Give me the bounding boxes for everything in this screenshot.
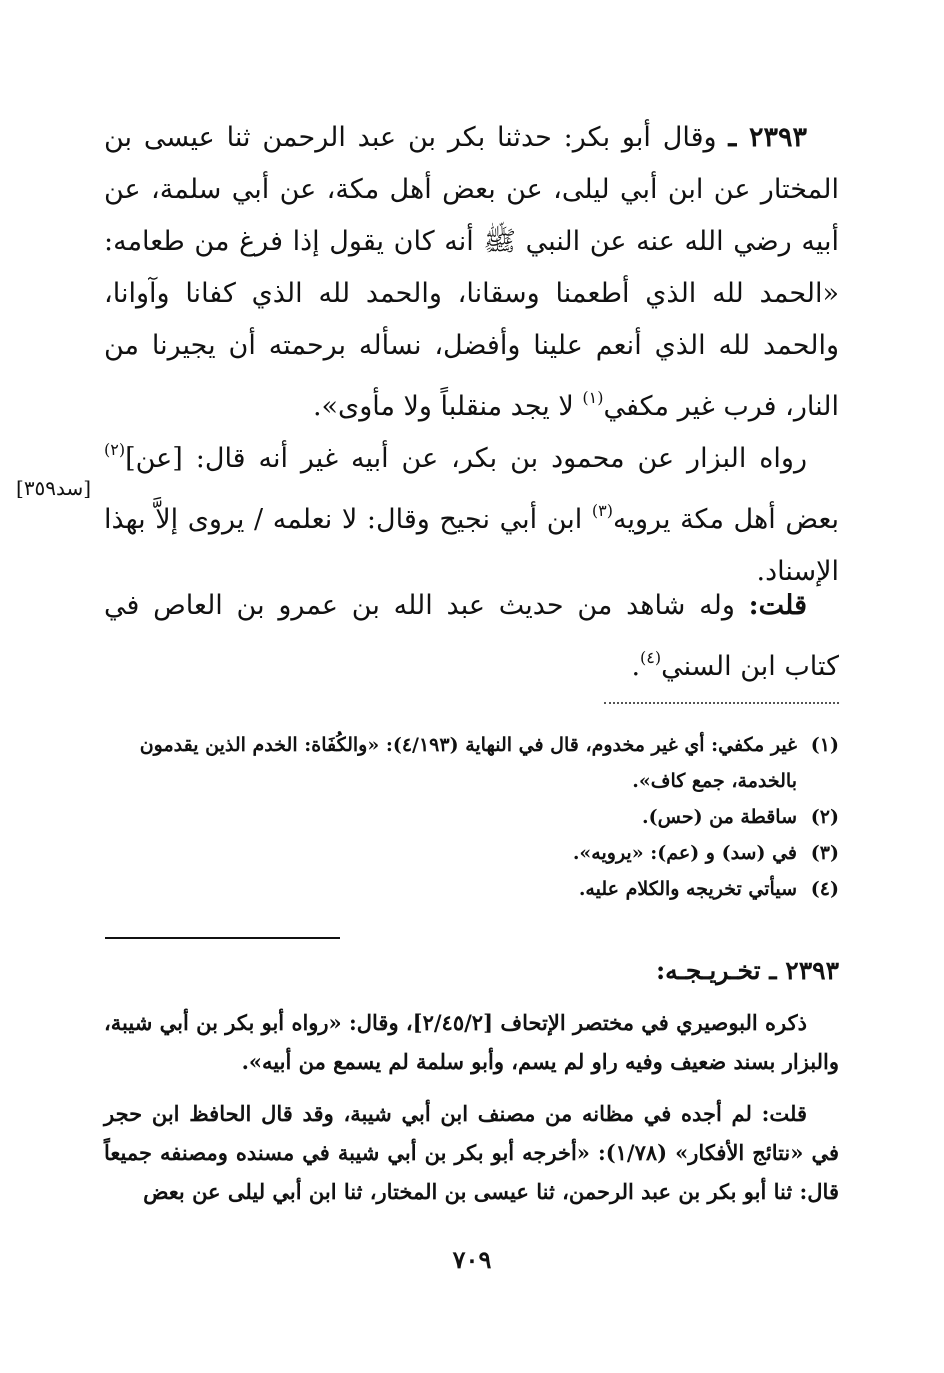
manuscript-margin-reference: [سد٣٥٩] — [16, 476, 92, 500]
footnote-separator — [604, 702, 839, 704]
hadith-text: وقال أبو بكر: حدثنا بكر بن عبد الرحمن ثنا عيسى بن المختار عن ابن أبي ليلى، عن بعض أهل مكة، عن أبي سلمة، عن أبيه رضي الله عنه عن النبي ﷺ أنه كان يقول إذا فرغ من طعامه: «الحمد لله الذي أطعمنا وسقانا، والحمد لله الذي كفانا وآوانا، والحمد لله الذي أنعم علينا وأفضل، نسأله برحمته أن يجيرنا من النار، فرب غير مكفي — [104, 122, 839, 422]
footnote-number: (٣) — [810, 842, 839, 864]
takhrij-heading: ٢٣٩٣ ـ تخـريـجـه: — [655, 956, 839, 985]
footnote-marker-3[interactable]: (٣) — [591, 501, 614, 520]
takhrij-text-2: لم أجده في مظانه من مصنف ابن أبي شيبة، وقد قال الحافظ ابن حجر في «نتائج الأفكار» (١/٧٨): «أخرجه أبو بكر بن أبي شيبة في مسنده ومصنفه جميعاً قال: ثنا أبو بكر بن عبد الرحمن، ثنا عيسى بن المختار، ثنا ابن أبي ليلى عن بعض — [104, 1101, 839, 1204]
narration-text-2: بعض أهل مكة يرويه — [613, 504, 839, 535]
footnote-continuation: بالخدمة، جمع كاف». — [632, 770, 797, 792]
takhrij-label: قلت: — [761, 1101, 808, 1126]
takhrij-paragraph-2 — [104, 1094, 839, 1211]
footnote-marker-1[interactable]: (١) — [582, 388, 604, 407]
note-label: قلت: — [748, 590, 807, 621]
section-rule — [105, 937, 340, 939]
footnote-marker-2[interactable]: (٢) — [104, 440, 126, 459]
narration-text-3: ابن أبي نجيح وقال: لا نعلمه / يروى إلاَّ بهذا الإسناد. — [104, 504, 839, 587]
footnote-number: (١) — [810, 734, 839, 756]
narration-text: رواه البزار عن محمود بن بكر، عن أبيه غير أنه قال: [عن] — [125, 443, 807, 474]
footnote-number: (٢) — [810, 806, 839, 828]
footnote-item — [104, 799, 839, 835]
narration-paragraph — [104, 424, 839, 598]
footnote-text: ساقطة من (حس). — [642, 806, 797, 828]
footnote-number: (٤) — [810, 878, 839, 900]
footnote-text: في (سد) و (عم): «يرويه». — [572, 842, 797, 864]
footnote-text: سيأتي تخريجه والكلام عليه. — [578, 878, 797, 900]
hadith-number: ٢٣٩٣ ـ — [728, 122, 808, 153]
note-paragraph — [104, 580, 839, 693]
footnotes-list — [104, 727, 839, 907]
note-end: . — [631, 651, 641, 682]
takhrij-paragraph-1 — [104, 1003, 839, 1081]
hadith-text-end: لا يجد منقلباً ولا مأوى». — [312, 391, 574, 422]
page-number: ٧٠٩ — [452, 1245, 492, 1274]
note-text: وله شاهد من حديث عبد الله بن عمرو بن العاص في كتاب ابن السني — [104, 590, 839, 682]
footnote-item — [104, 871, 839, 907]
hadith-paragraph — [104, 112, 839, 433]
footnote-item — [104, 727, 839, 799]
footnote-item — [104, 835, 839, 871]
footnote-text: غير مكفي: أي غير مخدوم، قال في النهاية (٤/١٩٣): «والكُفَاة: الخدم الذين يقدمون — [139, 734, 797, 756]
takhrij-text-1: ذكره البوصيري في مختصر الإتحاف [٢/٤٥/٢]، وقال: «رواه أبو بكر بن أبي شيبة، والبزار بسند ضعيف وفيه راو لم يسم، وأبو سلمة لم يسمع من أبيه». — [104, 1010, 839, 1074]
footnote-marker-4[interactable]: (٤) — [640, 648, 662, 667]
